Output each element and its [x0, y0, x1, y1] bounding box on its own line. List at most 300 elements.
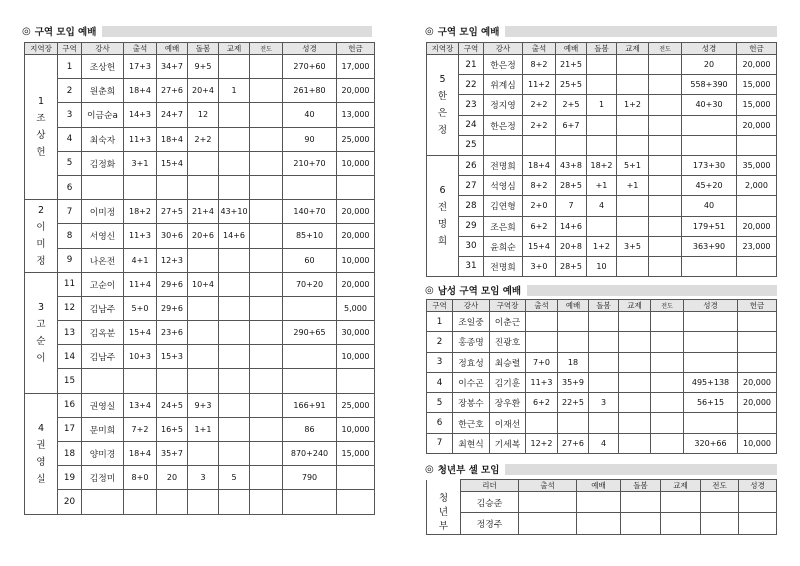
fellowship-cell — [219, 417, 250, 441]
evangelism-cell — [250, 151, 283, 175]
fellowship-cell — [619, 393, 651, 413]
column-header: 출석 — [124, 43, 157, 55]
bible-cell — [684, 352, 738, 372]
evangelism-cell — [651, 332, 684, 352]
district-number-cell: 21 — [459, 55, 484, 75]
bible-cell: 20 — [682, 55, 737, 75]
fellowship-cell — [619, 332, 651, 352]
speaker-name-cell: 김남주 — [82, 296, 124, 320]
district-number-cell: 2 — [427, 332, 453, 352]
district-number-cell: 1 — [58, 55, 82, 79]
fellowship-cell: 1+2 — [617, 95, 649, 115]
care-cell — [188, 345, 219, 369]
fellowship-cell: 5+1 — [617, 155, 649, 175]
table-row — [427, 115, 777, 135]
offering-cell — [337, 175, 375, 199]
attendance-cell: 11+3 — [526, 372, 558, 392]
column-header: 전도 — [651, 300, 684, 312]
bible-cell: 870+240 — [283, 442, 337, 466]
column-header: 예배 — [577, 480, 621, 492]
column-header: 구역 — [459, 43, 484, 55]
attendance-cell: 3+1 — [124, 151, 157, 175]
column-header: 성경 — [682, 43, 737, 55]
district-leader-char: 5 — [439, 73, 446, 85]
column-header: 전도 — [649, 43, 682, 55]
district-leader-cell — [25, 200, 58, 273]
fellowship-cell: 1 — [219, 79, 250, 103]
fellowship-cell — [617, 115, 649, 135]
column-header: 리더 — [461, 480, 519, 492]
evangelism-cell — [701, 492, 739, 513]
youth-label-char: 년 — [438, 506, 449, 518]
bible-cell — [283, 369, 337, 393]
worship-cell: 16+5 — [157, 417, 188, 441]
district-number-cell: 19 — [58, 466, 82, 490]
bible-cell: 270+60 — [283, 55, 337, 79]
evangelism-cell — [649, 55, 682, 75]
worship-cell: 2+5 — [556, 95, 587, 115]
speaker-name-cell: 정효성 — [453, 352, 490, 372]
district-leader-char: 권 — [36, 439, 46, 451]
care-cell — [188, 296, 219, 320]
care-cell — [621, 513, 661, 534]
care-cell — [188, 175, 219, 199]
offering-cell — [738, 352, 777, 372]
offering-cell: 20,000 — [337, 272, 375, 296]
attendance-cell: 14+3 — [124, 103, 157, 127]
district-leader-char: 3 — [37, 301, 45, 313]
district-leader-char: 은 — [437, 107, 448, 119]
worship-cell: 6+7 — [556, 115, 587, 135]
district-leader-char: 순 — [36, 335, 46, 347]
district-leader-cell — [25, 55, 58, 200]
worship-cell: 25+5 — [556, 75, 587, 95]
district-leader-char: 2 — [37, 204, 45, 216]
evangelism-cell — [701, 513, 739, 534]
leader-name-cell: 이춘근 — [490, 312, 526, 332]
table-row — [25, 151, 375, 175]
care-cell: 12 — [188, 103, 219, 127]
attendance-cell: 12+2 — [526, 433, 558, 453]
offering-cell: 5,000 — [337, 296, 375, 320]
evangelism-cell — [649, 155, 682, 175]
table-row — [427, 372, 777, 392]
offering-cell: 15,000 — [337, 442, 375, 466]
offering-cell: 13,000 — [337, 103, 375, 127]
care-cell — [589, 332, 619, 352]
care-cell — [587, 55, 617, 75]
bullet-icon: ◎ — [425, 284, 434, 296]
care-cell — [589, 372, 619, 392]
district-number-cell: 31 — [459, 256, 484, 276]
speaker-name-cell: 이미정 — [82, 200, 124, 224]
column-header: 돌봄 — [587, 43, 617, 55]
attendance-cell — [523, 135, 556, 155]
care-cell: 4 — [589, 433, 619, 453]
evangelism-cell — [250, 296, 283, 320]
leader-name-cell: 진광호 — [490, 332, 526, 352]
attendance-cell: 2+0 — [523, 196, 556, 216]
youth-label-header — [427, 480, 461, 492]
bible-cell: 790 — [283, 466, 337, 490]
worship-cell: 34+7 — [157, 55, 188, 79]
attendance-cell: 2+2 — [523, 95, 556, 115]
district-number-cell: 13 — [58, 321, 82, 345]
care-cell: 10+4 — [188, 272, 219, 296]
district-number-cell: 8 — [58, 224, 82, 248]
care-cell — [589, 352, 619, 372]
district-table-left — [24, 42, 375, 515]
fellowship-cell: 3+5 — [617, 236, 649, 256]
attendance-cell: 8+2 — [523, 55, 556, 75]
table-row — [427, 352, 777, 372]
district-number-cell: 14 — [58, 345, 82, 369]
column-header: 예배 — [556, 43, 587, 55]
bible-cell — [684, 413, 738, 433]
offering-cell: 35,000 — [737, 155, 777, 175]
leader-name-cell: 장우환 — [490, 393, 526, 413]
district-number-cell: 23 — [459, 95, 484, 115]
bible-cell: 90 — [283, 127, 337, 151]
offering-cell: 10,000 — [337, 248, 375, 272]
worship-cell: 18+4 — [157, 127, 188, 151]
evangelism-cell — [250, 55, 283, 79]
fellowship-cell — [219, 296, 250, 320]
header-row — [427, 300, 777, 312]
fellowship-cell — [219, 345, 250, 369]
evangelism-cell — [250, 200, 283, 224]
fellowship-cell — [619, 372, 651, 392]
column-header: 교제 — [619, 300, 651, 312]
district-number-cell: 12 — [58, 296, 82, 320]
evangelism-cell — [250, 248, 283, 272]
care-cell — [188, 248, 219, 272]
care-cell — [589, 413, 619, 433]
evangelism-cell — [651, 433, 684, 453]
attendance-cell: 3+0 — [523, 256, 556, 276]
worship-cell: 12+3 — [157, 248, 188, 272]
speaker-name-cell: 조은희 — [484, 216, 523, 236]
bible-cell: 261+80 — [283, 79, 337, 103]
district-number-cell: 15 — [58, 369, 82, 393]
evangelism-cell — [250, 393, 283, 417]
fellowship-cell — [219, 127, 250, 151]
attendance-cell: 7+0 — [526, 352, 558, 372]
fellowship-cell — [219, 490, 250, 514]
attendance-cell — [519, 513, 577, 534]
care-cell: 10 — [587, 256, 617, 276]
bible-cell: 56+15 — [684, 393, 738, 413]
care-cell: +1 — [587, 176, 617, 196]
table-row — [25, 490, 375, 514]
leader-name-cell: 이재선 — [490, 413, 526, 433]
table-row — [427, 492, 777, 513]
care-cell: 4 — [587, 196, 617, 216]
district-number-cell: 5 — [58, 151, 82, 175]
table-row — [427, 332, 777, 352]
bible-cell — [684, 312, 738, 332]
column-header: 지역장 — [25, 43, 58, 55]
column-header: 전도 — [701, 480, 739, 492]
attendance-cell — [526, 413, 558, 433]
care-cell: 1+1 — [188, 417, 219, 441]
worship-cell — [556, 135, 587, 155]
evangelism-cell — [649, 95, 682, 115]
district-number-cell: 29 — [459, 216, 484, 236]
bible-cell: 45+20 — [682, 176, 737, 196]
speaker-name-cell: 석영심 — [484, 176, 523, 196]
attendance-cell: 11+2 — [523, 75, 556, 95]
attendance-cell: 2+2 — [523, 115, 556, 135]
speaker-name-cell: 권영실 — [82, 393, 124, 417]
worship-cell: 20 — [157, 466, 188, 490]
district-number-cell: 22 — [459, 75, 484, 95]
attendance-cell: 18+4 — [523, 155, 556, 175]
fellowship-cell — [219, 175, 250, 199]
district-leader-char: 6 — [439, 185, 446, 196]
attendance-cell: 11+3 — [124, 224, 157, 248]
district-leader-char: 한 — [437, 90, 448, 102]
evangelism-cell — [250, 442, 283, 466]
offering-cell: 2,000 — [737, 176, 777, 196]
table-row — [25, 296, 375, 320]
district-leader-char: 명 — [437, 219, 448, 230]
table-row — [427, 155, 777, 175]
title-bar — [505, 464, 777, 475]
offering-cell — [738, 332, 777, 352]
offering-cell: 20,000 — [737, 55, 777, 75]
offering-cell: 20,000 — [737, 216, 777, 236]
district-number-cell: 4 — [427, 372, 453, 392]
evangelism-cell — [250, 466, 283, 490]
table-row — [427, 95, 777, 115]
table-row — [25, 272, 375, 296]
district-number-cell: 3 — [58, 103, 82, 127]
worship-cell: 28+5 — [556, 176, 587, 196]
offering-cell — [337, 466, 375, 490]
bible-cell: 166+91 — [283, 393, 337, 417]
district-leader-cell — [25, 272, 58, 393]
attendance-cell — [526, 332, 558, 352]
offering-cell — [737, 196, 777, 216]
table-row — [25, 127, 375, 151]
district-leader-char: 1 — [37, 96, 45, 108]
district-number-cell: 2 — [58, 79, 82, 103]
column-header: 헌금 — [738, 300, 777, 312]
bible-cell: 85+10 — [283, 224, 337, 248]
column-header: 출석 — [519, 480, 577, 492]
speaker-name-cell — [82, 369, 124, 393]
bible-cell: 173+30 — [682, 155, 737, 175]
speaker-name-cell: 김옥분 — [82, 321, 124, 345]
bible-cell: 140+70 — [283, 200, 337, 224]
district-leader-char: 4 — [37, 422, 45, 434]
men-section-title-text: 남성 구역 모임 예배 — [437, 286, 522, 297]
care-cell: 20+6 — [188, 224, 219, 248]
fellowship-cell — [219, 151, 250, 175]
district-number-cell: 4 — [58, 127, 82, 151]
district-leader-char: 미 — [36, 238, 46, 250]
care-cell — [188, 321, 219, 345]
offering-cell: 20,000 — [337, 200, 375, 224]
table-row — [427, 413, 777, 433]
attendance-cell: 13+4 — [124, 393, 157, 417]
district-leader-char: 영 — [36, 456, 46, 468]
bible-cell — [684, 332, 738, 352]
speaker-name-cell: 홍종명 — [453, 332, 490, 352]
district-leader-char: 이 — [36, 221, 46, 233]
bible-cell: 290+65 — [283, 321, 337, 345]
evangelism-cell — [651, 413, 684, 433]
header-row — [427, 480, 777, 492]
care-cell: 20+4 — [188, 79, 219, 103]
district-leader-char: 정 — [437, 124, 448, 136]
evangelism-cell — [250, 490, 283, 514]
table-row — [25, 393, 375, 417]
offering-cell: 20,000 — [738, 393, 777, 413]
care-cell — [587, 115, 617, 135]
care-cell: 9+5 — [188, 55, 219, 79]
district-number-cell: 27 — [459, 176, 484, 196]
column-header: 예배 — [157, 43, 188, 55]
evangelism-cell — [250, 345, 283, 369]
offering-cell: 10,000 — [738, 433, 777, 453]
bullet-icon: ◎ — [425, 25, 434, 37]
table-row — [427, 393, 777, 413]
men-table — [426, 299, 777, 454]
evangelism-cell — [649, 236, 682, 256]
table-row — [25, 200, 375, 224]
evangelism-cell — [649, 176, 682, 196]
column-header: 교제 — [219, 43, 250, 55]
bible-cell — [682, 115, 737, 135]
table-row — [427, 75, 777, 95]
district-leader-cell — [427, 55, 459, 156]
worship-cell: 23+6 — [157, 321, 188, 345]
offering-cell: 20,000 — [738, 372, 777, 392]
youth-section-title-text: 청년부 셀 모임 — [437, 465, 500, 476]
fellowship-cell — [617, 75, 649, 95]
table-row — [25, 55, 375, 79]
title-bar — [505, 26, 777, 37]
column-header: 강사 — [484, 43, 523, 55]
evangelism-cell — [250, 103, 283, 127]
worship-cell: 20+8 — [556, 236, 587, 256]
worship-cell — [157, 175, 188, 199]
fellowship-cell — [619, 433, 651, 453]
fellowship-cell — [219, 369, 250, 393]
evangelism-cell — [250, 369, 283, 393]
district-number-cell: 18 — [58, 442, 82, 466]
district-number-cell: 7 — [58, 200, 82, 224]
fellowship-cell — [617, 256, 649, 276]
care-cell — [587, 135, 617, 155]
bible-cell — [283, 490, 337, 514]
offering-cell: 25,000 — [337, 393, 375, 417]
worship-cell: 24+7 — [157, 103, 188, 127]
leader-name-cell: 김기훈 — [490, 372, 526, 392]
offering-cell: 10,000 — [337, 417, 375, 441]
attendance-cell — [124, 175, 157, 199]
fellowship-cell — [617, 135, 649, 155]
speaker-name-cell: 김연형 — [484, 196, 523, 216]
column-header: 돌봄 — [589, 300, 619, 312]
evangelism-cell — [651, 393, 684, 413]
fellowship-cell: 43+10 — [219, 200, 250, 224]
worship-cell: 15+4 — [157, 151, 188, 175]
offering-cell: 15,000 — [737, 95, 777, 115]
attendance-cell: 4+1 — [124, 248, 157, 272]
table-row — [25, 466, 375, 490]
speaker-name-cell: 김정화 — [82, 151, 124, 175]
care-cell — [188, 442, 219, 466]
district-leader-cell — [427, 155, 459, 276]
fellowship-cell: 5 — [219, 466, 250, 490]
worship-cell: 28+5 — [556, 256, 587, 276]
table-row — [427, 312, 777, 332]
speaker-name-cell — [82, 175, 124, 199]
column-header: 헌금 — [337, 43, 375, 55]
fellowship-cell — [219, 103, 250, 127]
worship-cell — [558, 332, 589, 352]
district-number-cell: 3 — [427, 352, 453, 372]
worship-cell: 35+9 — [558, 372, 589, 392]
district-leader-char: 고 — [36, 318, 46, 330]
care-cell: 1 — [587, 95, 617, 115]
table-row — [25, 369, 375, 393]
worship-cell: 27+6 — [157, 79, 188, 103]
worship-cell: 29+6 — [157, 296, 188, 320]
speaker-name-cell: 김정미 — [82, 466, 124, 490]
fellowship-cell — [619, 413, 651, 433]
bible-cell — [283, 296, 337, 320]
left-section-title-text: 구역 모입 예배 — [34, 27, 97, 38]
worship-cell — [558, 312, 589, 332]
attendance-cell: 15+4 — [523, 236, 556, 256]
bible-cell: 363+90 — [682, 236, 737, 256]
bible-cell: 60 — [283, 248, 337, 272]
table-row — [427, 216, 777, 236]
offering-cell: 25,000 — [337, 127, 375, 151]
speaker-name-cell: 조일중 — [453, 312, 490, 332]
district-number-cell: 5 — [427, 393, 453, 413]
fellowship-cell — [219, 442, 250, 466]
table-row — [427, 55, 777, 75]
district-leader-char: 전 — [437, 202, 448, 213]
evangelism-cell — [649, 115, 682, 135]
district-number-cell: 7 — [427, 433, 453, 453]
attendance-cell: 18+4 — [124, 442, 157, 466]
worship-cell: 22+5 — [558, 393, 589, 413]
column-header: 강사 — [453, 300, 490, 312]
speaker-name-cell: 조상헌 — [82, 55, 124, 79]
fellowship-cell: 14+6 — [219, 224, 250, 248]
offering-cell — [738, 413, 777, 433]
evangelism-cell — [250, 127, 283, 151]
bible-cell — [739, 492, 777, 513]
speaker-name-cell: 한은정 — [484, 115, 523, 135]
worship-cell: 24+5 — [157, 393, 188, 417]
header-row — [427, 43, 777, 55]
bible-cell: 70+20 — [283, 272, 337, 296]
bullet-icon: ◎ — [425, 463, 434, 475]
bible-cell: 40+30 — [682, 95, 737, 115]
fellowship-cell — [219, 272, 250, 296]
leader-name-cell: 최승렬 — [490, 352, 526, 372]
attendance-cell: 5+0 — [124, 296, 157, 320]
offering-cell — [737, 256, 777, 276]
header-row — [25, 43, 375, 55]
